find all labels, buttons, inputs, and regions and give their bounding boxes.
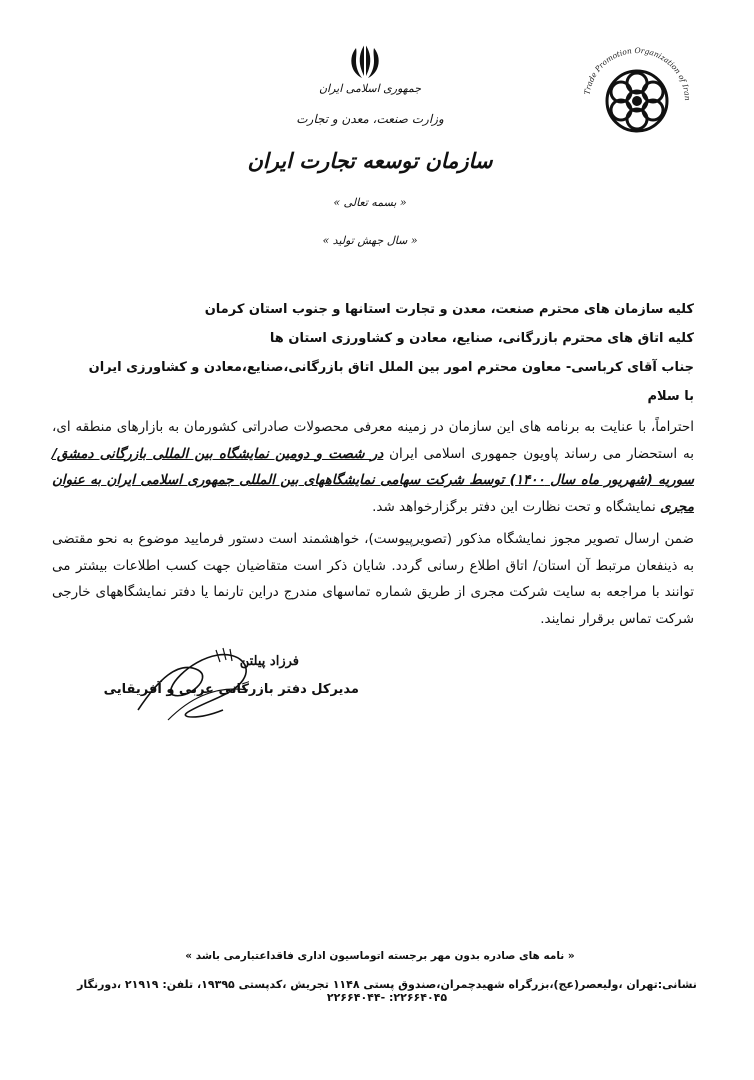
footer-address: نشانی:تهران ،ولیعصر(عج)،بزرگراه شهیدچمران،صندوق پستی ۱۱۴۸ تجریش ،کدپستی ۱۹۳۹۵، تلفن: ۲۱۹۱۹ ،دورنگار ۲۲۶۶۴۰۴۵: -۲۲۶۶۴۰۴۴ — [77, 978, 697, 1004]
header-basmala: « بسمه تعالی » — [333, 196, 407, 209]
recipient-line-2: کلیه اتاق های محترم بازرگانی، صنایع، معادن و کشاورزی استان ها — [269, 331, 694, 346]
iran-emblem-icon — [344, 40, 386, 82]
header-ministry: وزارت صنعت، معدن و تجارت — [296, 112, 444, 126]
signatory-title: مدیرکل دفتر بازرگانی عربی و آفریقایی — [103, 682, 359, 697]
body-paragraph-2: ضمن ارسال تصویر مجوز نمایشگاه مذکور (تصویرپیوست)، خواهشمند است دستور فرمایید موضوع به نحو مقتضی به ذینفعان مرتبط آن استان/ اتاق اطلاع رسانی گردد. شایان ذکر است متقاضیان جهت کسب اطلاعات بیشتر می توانند با مراجعه به سایت شرکت مجری از طریق شماره تماسهای مندرج دراین تارنما یا دفتر نمایشگاههای خارجی شرکت تماس برقرار نمایند. — [52, 531, 694, 627]
paragraph-1-emphasis: در شصت و دومین نمایشگاه بین المللی بازرگانی دمشق/ سوریه (شهریور ماه سال ۱۴۰۰) توسط شرکت سهامی نمایشگاههای بین المللی جمهوری اسلامی ایران به عنوان مجری — [52, 445, 694, 515]
recipient-line-3: جناب آقای کرباسی- معاون محترم امور بین الملل اتاق بازرگانی،صنایع،معادن و کشاورزی ایران — [88, 360, 694, 375]
paragraph-1-intro: احتراماً، با عنایت به برنامه های این سازمان در زمینه معرفی محصولات صادراتی کشورمان به بازارهای منطقه ای، به استحضار می رساند پاویون جمهوری اسلامی ایران — [52, 419, 694, 462]
header-year-slogan: « سال جهش تولید » — [322, 234, 418, 247]
header-organization: سازمان توسعه تجارت ایران — [247, 148, 493, 173]
paragraph-1-end: نمایشگاه و تحت نظارت این دفتر برگزارخواهد شد. — [372, 498, 661, 515]
body-paragraph-1 — [52, 414, 694, 520]
signatory-name: فرزاد پیلتن — [239, 654, 299, 669]
header-country: جمهوری اسلامی ایران — [318, 82, 422, 95]
greeting: با سلام — [647, 389, 694, 404]
svg-text:Trade Promotion Organization o: Trade Promotion Organization of Iran — [582, 45, 693, 101]
tpo-seal-logo — [574, 38, 700, 164]
footer-validity-note: « نامه های صادره بدون مهر برجسته اتوماسیون اداری فاقداعتبارمی باشد » — [185, 950, 575, 962]
recipient-line-1: کلیه سازمان های محترم صنعت، معدن و تجارت استانها و جنوب استان کرمان — [204, 302, 694, 317]
